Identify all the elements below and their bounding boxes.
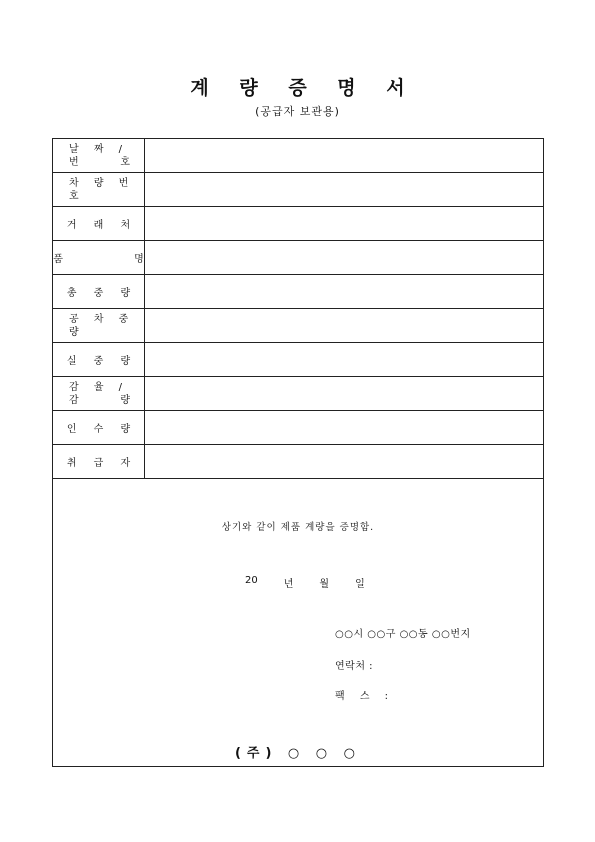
date-year: 년 <box>283 579 294 590</box>
row-handler <box>53 445 543 479</box>
field-net-weight[interactable] <box>145 343 543 376</box>
fax-label: 팩 스 : <box>335 691 395 702</box>
row-net-weight <box>53 343 543 377</box>
row-date-number <box>53 139 543 173</box>
row-tare-weight <box>53 309 543 343</box>
field-reduction[interactable] <box>145 377 543 410</box>
field-product-name[interactable] <box>145 241 543 274</box>
field-date-number[interactable] <box>145 139 543 172</box>
date-year-prefix: 20 <box>245 575 258 586</box>
document-subtitle: (공급자 보관용) <box>255 105 340 118</box>
field-received-quantity[interactable] <box>145 411 543 444</box>
label-net-weight: 실 중 량 <box>53 343 145 376</box>
field-gross-weight[interactable] <box>145 275 543 308</box>
label-tare-weight: 공 차 중 량 <box>53 309 145 342</box>
field-handler[interactable] <box>145 445 543 478</box>
row-product-name <box>53 241 543 275</box>
document-title: 계 량 증 명 서 <box>190 77 417 99</box>
label-reduction: 감 율 / 감 량 <box>53 377 145 410</box>
date-day: 일 <box>355 579 365 590</box>
label-handler: 취 급 자 <box>53 445 145 478</box>
label-date-number: 날 짜 / 번 호 <box>53 139 145 172</box>
label-client: 거 래 처 <box>53 207 145 240</box>
row-received-quantity <box>53 411 543 445</box>
label-product-name: 품 명 <box>53 241 145 274</box>
field-vehicle-number[interactable] <box>145 173 543 206</box>
row-gross-weight <box>53 275 543 309</box>
company-name: (주) ○ ○ ○ <box>234 746 362 761</box>
date-month: 월 <box>319 579 330 590</box>
field-tare-weight[interactable] <box>145 309 543 342</box>
weighing-form <box>52 138 544 767</box>
certification-statement: 상기와 같이 제품 계량을 증명함. <box>221 522 375 533</box>
row-reduction <box>53 377 543 411</box>
contact-label: 연락처 : <box>335 661 374 672</box>
label-vehicle-number: 차 량 번 호 <box>53 173 145 206</box>
row-vehicle-number <box>53 173 543 207</box>
label-gross-weight: 총 중 량 <box>53 275 145 308</box>
field-client[interactable] <box>145 207 543 240</box>
row-client <box>53 207 543 241</box>
label-received-quantity: 인 수 량 <box>53 411 145 444</box>
issue-date <box>245 575 365 590</box>
supplier-address: ○○시 ○○구 ○○동 ○○번지 <box>335 629 471 640</box>
